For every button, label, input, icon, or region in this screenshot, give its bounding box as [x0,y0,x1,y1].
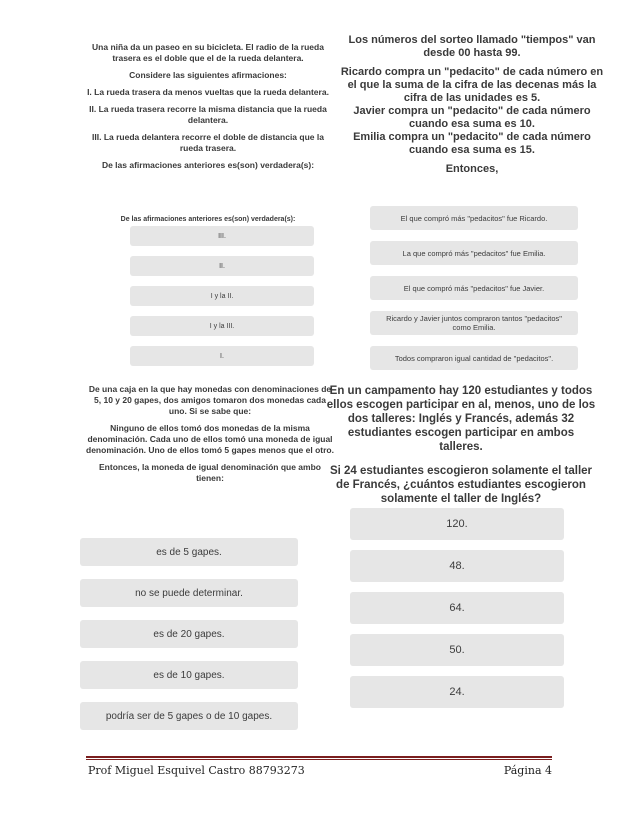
stem-text: Una niña da un paseo en su bicicleta. El radio de la rueda trasera es el doble que el de la rueda delantera. [92,42,324,63]
option-button[interactable]: Todos compraron igual cantidad de "pedacitos". [370,346,578,370]
option-button[interactable]: I y la II. [130,286,314,306]
inner-prompt: De las afirmaciones anteriores es(son) verdadera(s): [120,216,296,223]
stem-text: Ninguno de ellos tomó dos monedas de la misma denominación. Cada uno de ellos tomó una moneda de igual denominación. Uno de ellos tomó 5 gapes menos que el otro. [86,423,334,455]
option-button[interactable]: El que compró más "pedacitos" fue Javier. [370,276,578,300]
question-stem [326,384,596,506]
option-button[interactable]: es de 20 gapes. [80,620,298,648]
stem-text: Los números del sorteo llamado "tiempos" van desde 00 hasta 99. [348,34,596,59]
option-list [370,206,578,381]
option-button[interactable]: es de 10 gapes. [80,661,298,689]
option-button[interactable]: II. [130,256,314,276]
option-button[interactable]: 48. [350,550,564,582]
question-stem [340,34,604,176]
option-button[interactable]: I y la III. [130,316,314,336]
footer-rule [86,756,552,758]
stem-text: III. La rueda delantera recorre el doble de distancia que la rueda trasera. [92,132,324,153]
option-button[interactable]: es de 5 gapes. [80,538,298,566]
page-number: Página 4 [503,764,552,777]
stem-text: Emilia compra un "pedacito" de cada número cuando esa suma es 15. [353,131,591,156]
stem-text: II. La rueda trasera recorre la misma distancia que la rueda delantera. [89,104,327,125]
question-stem [86,384,334,484]
footer-rule [86,759,552,760]
stem-text: I. La rueda trasera da menos vueltas que la rueda delantera. [87,87,329,97]
option-button[interactable]: 120. [350,508,564,540]
option-button[interactable]: Ricardo y Javier juntos compraron tantos "pedacitos" como Emilia. [370,311,578,335]
question-coins [86,384,334,722]
question-bicycle [86,42,330,360]
option-button[interactable]: 24. [350,676,564,708]
question-lottery [340,34,604,363]
option-button[interactable]: no se puede determinar. [80,579,298,607]
option-button[interactable]: III. [130,226,314,246]
question-stem [86,42,330,171]
question-camp [326,384,596,698]
stem-text: De las afirmaciones anteriores es(son) verdadera(s): [101,160,315,170]
stem-text: Entonces, la moneda de igual denominación que ambo tienen: [99,462,321,483]
option-list [350,508,564,718]
option-button[interactable]: podría ser de 5 gapes o de 10 gapes. [80,702,298,730]
option-button[interactable]: 50. [350,634,564,666]
stem-text: Entonces, [445,163,499,175]
page-footer [88,764,552,777]
option-button[interactable]: 64. [350,592,564,624]
stem-text: Si 24 estudiantes escogieron solamente el taller de Francés, ¿cuántos estudiantes escogieron solamente el taller de Inglés? [329,465,593,505]
footer-author: Prof Miguel Esquivel Castro 88793273 [88,764,305,777]
stem-text: En un campamento hay 120 estudiantes y todos ellos escogen participar en al, menos, uno de los dos talleres: Inglés y Francés, además 32 estudiantes escogen participar en ambos talleres. [326,385,596,453]
stem-text: De una caja en la que hay monedas con denominaciones de 5, 10 y 20 gapes, dos amigos tomaron dos monedas cada uno. Si se sabe que: [88,384,332,416]
option-list [130,226,314,376]
option-button[interactable]: El que compró más "pedacitos" fue Ricardo. [370,206,578,230]
stem-text: Considere las siguientes afirmaciones: [129,70,287,80]
option-list [80,538,298,743]
stem-text: Ricardo compra un "pedacito" de cada número en el que la suma de la cifra de las decenas más la cifra de las unidades es 5. [340,66,604,104]
option-button[interactable]: I. [130,346,314,366]
stem-text: Javier compra un "pedacito" de cada número cuando esa suma es 10. [353,105,591,130]
option-button[interactable]: La que compró más "pedacitos" fue Emilia. [370,241,578,265]
